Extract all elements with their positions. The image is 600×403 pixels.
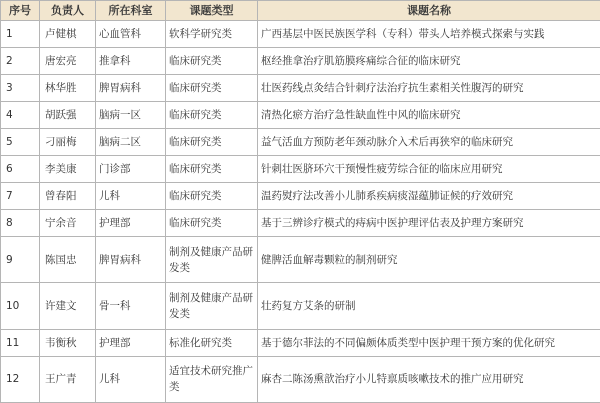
cell-title: 基于三辨诊疗模式的痔病中医护理评估表及护理方案研究 [258, 210, 600, 237]
cell-no: 1 [1, 21, 40, 48]
table-row [1, 183, 600, 210]
cell-no: 11 [1, 329, 40, 356]
cell-dept: 儿科 [96, 356, 166, 402]
cell-dept: 护理部 [96, 329, 166, 356]
cell-title: 广西基层中医民族医学科（专科）带头人培养模式探索与实践 [258, 21, 600, 48]
cell-type: 软科学研究类 [166, 21, 258, 48]
cell-person: 唐宏亮 [40, 48, 96, 75]
cell-person: 韦衡秋 [40, 329, 96, 356]
table-row [1, 329, 600, 356]
cell-dept: 脑病一区 [96, 102, 166, 129]
table-row [1, 48, 600, 75]
cell-type: 临床研究类 [166, 75, 258, 102]
cell-type: 临床研究类 [166, 129, 258, 156]
cell-dept: 脾胃病科 [96, 75, 166, 102]
cell-title: 益气活血方预防老年颈动脉介入术后再狭窄的临床研究 [258, 129, 600, 156]
cell-title: 针刺壮医脐环穴干预慢性疲劳综合征的临床应用研究 [258, 156, 600, 183]
table-row [1, 156, 600, 183]
cell-no: 8 [1, 210, 40, 237]
cell-no: 10 [1, 283, 40, 329]
cell-title: 壮医药线点灸结合针刺疗法治疗抗生素相关性腹泻的研究 [258, 75, 600, 102]
header-type: 课题类型 [166, 1, 258, 21]
header-person: 负责人 [40, 1, 96, 21]
cell-dept: 门诊部 [96, 156, 166, 183]
header-dept: 所在科室 [96, 1, 166, 21]
cell-no: 9 [1, 237, 40, 283]
cell-type: 制剂及健康产品研发类 [166, 237, 258, 283]
cell-person: 许建文 [40, 283, 96, 329]
cell-dept: 推拿科 [96, 48, 166, 75]
cell-no: 12 [1, 356, 40, 402]
cell-dept: 骨一科 [96, 283, 166, 329]
cell-person: 王广青 [40, 356, 96, 402]
cell-title: 枢经推拿治疗肌筋膜疼痛综合征的临床研究 [258, 48, 600, 75]
cell-person: 宁余音 [40, 210, 96, 237]
cell-title: 温药熨疗法改善小儿肺系疾病痰湿蕴肺证候的疗效研究 [258, 183, 600, 210]
cell-title: 麻杏二陈汤熏歆治疗小儿特禀质咳嗽技术的推广应用研究 [258, 356, 600, 402]
cell-no: 2 [1, 48, 40, 75]
cell-type: 临床研究类 [166, 156, 258, 183]
cell-title: 清热化瘀方治疗急性缺血性中风的临床研究 [258, 102, 600, 129]
cell-type: 临床研究类 [166, 48, 258, 75]
header-no: 序号 [1, 1, 40, 21]
table-row [1, 21, 600, 48]
cell-type: 临床研究类 [166, 183, 258, 210]
cell-dept: 脾胃病科 [96, 237, 166, 283]
cell-no: 6 [1, 156, 40, 183]
cell-dept: 心血管科 [96, 21, 166, 48]
table-row [1, 237, 600, 283]
table-row [1, 102, 600, 129]
cell-type: 制剂及健康产品研发类 [166, 283, 258, 329]
cell-title: 健脾活血解毒颗粒的制剂研究 [258, 237, 600, 283]
cell-dept: 护理部 [96, 210, 166, 237]
table-row [1, 75, 600, 102]
cell-type: 临床研究类 [166, 210, 258, 237]
cell-type: 临床研究类 [166, 102, 258, 129]
cell-type: 适宜技术研究推广类 [166, 356, 258, 402]
cell-dept: 脑病二区 [96, 129, 166, 156]
header-title: 课题名称 [258, 1, 600, 21]
cell-dept: 儿科 [96, 183, 166, 210]
cell-person: 林华胜 [40, 75, 96, 102]
table-row [1, 356, 600, 402]
cell-type: 标准化研究类 [166, 329, 258, 356]
cell-person: 刁丽梅 [40, 129, 96, 156]
header-row [1, 1, 600, 21]
table-row [1, 283, 600, 329]
cell-person: 曾春阳 [40, 183, 96, 210]
cell-person: 卢健棋 [40, 21, 96, 48]
cell-no: 5 [1, 129, 40, 156]
cell-title: 基于德尔菲法的不同偏颇体质类型中医护理干预方案的优化研究 [258, 329, 600, 356]
table-row [1, 210, 600, 237]
cell-no: 3 [1, 75, 40, 102]
cell-person: 胡跃强 [40, 102, 96, 129]
cell-no: 7 [1, 183, 40, 210]
cell-person: 陈国忠 [40, 237, 96, 283]
cell-title: 壮药复方艾条的研制 [258, 283, 600, 329]
cell-person: 李美康 [40, 156, 96, 183]
table-row [1, 129, 600, 156]
cell-no: 4 [1, 102, 40, 129]
